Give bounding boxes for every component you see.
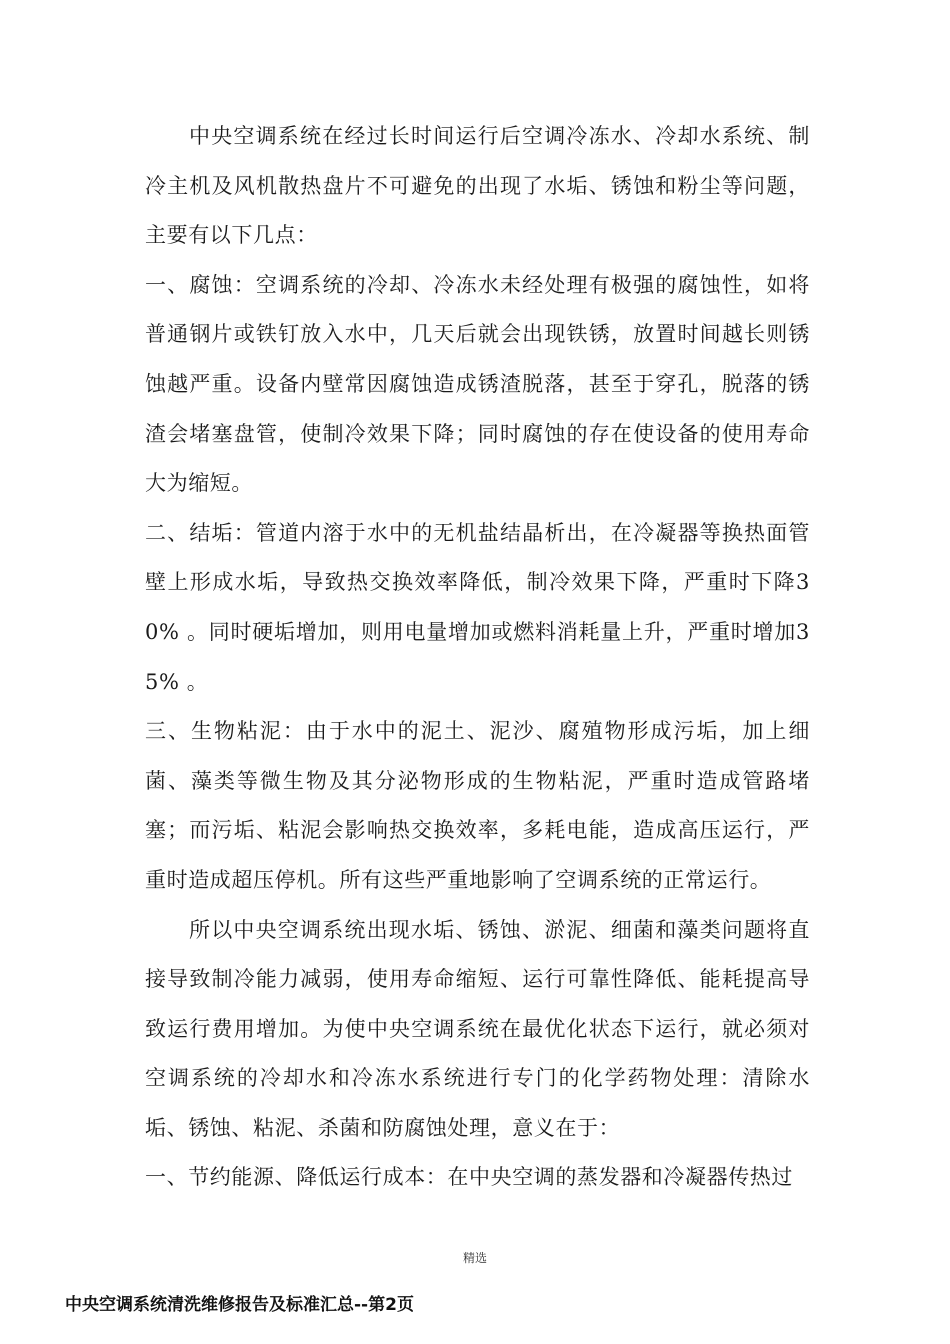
paragraph-scaling: 二、结垢：管道内溶于水中的无机盐结晶析出，在冷凝器等换热面管壁上形成水垢，导致热交换效率降低，制冷效果下降，严重时下降30% 。同时硬垢增加，则用电量增加或燃料消耗量上升，严重时增加35% 。 xyxy=(145,520,810,694)
document-caption: 中央空调系统清洗维修报告及标准汇总--第2页 xyxy=(65,1295,414,1315)
paragraph-biological-slime: 三、生物粘泥：由于水中的泥土、泥沙、腐殖物形成污垢，加上细菌、藻类等微生物及其分泌物形成的生物粘泥，严重时造成管路堵塞；而污垢、粘泥会影响热交换效率，多耗电能，造成高压运行，严重时造成超压停机。所有这些严重地影响了空调系统的正常运行。 xyxy=(145,719,810,892)
paragraph-conclusion: 所以中央空调系统出现水垢、锈蚀、淤泥、细菌和藻类问题将直接导致制冷能力减弱，使用寿命缩短、运行可靠性降低、能耗提高导致运行费用增加。为使中央空调系统在最优化状态下运行，就必须对空调系统的冷却水和冷冻水系统进行专门的化学药物处理：清除水垢、锈蚀、粘泥、杀菌和防腐蚀处理，意义在于： xyxy=(145,917,810,1140)
paragraph-intro: 中央空调系统在经过长时间运行后空调冷冻水、冷却水系统、制冷主机及风机散热盘片不可避免的出现了水垢、锈蚀和粉尘等问题，主要有以下几点： xyxy=(145,124,810,248)
page-footer-label: 精选 xyxy=(462,1251,487,1265)
document-body xyxy=(145,112,810,1203)
paragraph-corrosion: 一、腐蚀：空调系统的冷却、冷冻水未经处理有极强的腐蚀性，如将普通钢片或铁钉放入水中，几天后就会出现铁锈，放置时间越长则锈蚀越严重。设备内壁常因腐蚀造成锈渣脱落，甚至于穿孔，脱落的锈渣会堵塞盘管，使制冷效果下降；同时腐蚀的存在使设备的使用寿命大为缩短。 xyxy=(145,272,810,496)
paragraph-energy-saving: 一、节约能源、降低运行成本：在中央空调的蒸发器和冷凝器传热过 xyxy=(145,1165,793,1190)
